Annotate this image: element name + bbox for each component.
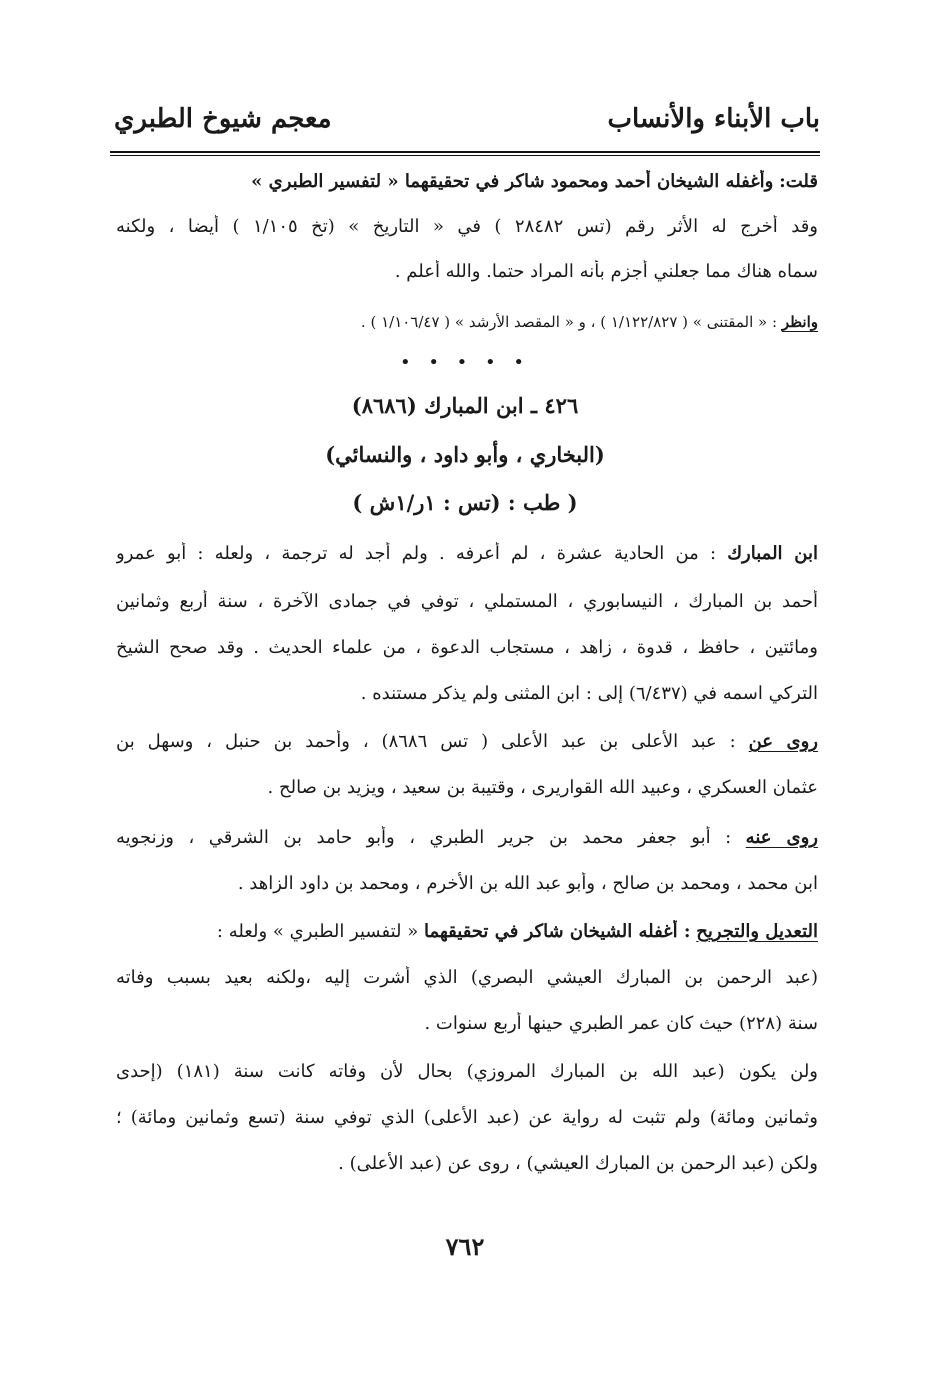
see-also-label: وانظر <box>781 313 818 331</box>
narrated-by-line-2: ابن محمد ، ومحمد بن صالح ، وأبو عبد الله بن الأخرم ، ومحمد بن داود الزاهد . <box>237 873 818 894</box>
see-also-text: : « المقتنى » ( ١/١٢٢/٨٢٧ ) ، و « المقصد الأرشد » ( ١/١٠٦/٤٧ ) . <box>360 313 778 331</box>
prev-entry-line-2: وقد أخرج له الأثر رقم (تس ٢٨٤٨٢ ) في « التاريخ » (تخ ١/١٠٥ ) أيضا ، ولكنه <box>116 216 818 237</box>
prev-entry-line-1 <box>116 170 818 194</box>
header-divider <box>110 151 820 156</box>
grading-line-1-rest: « لتفسير الطبري » ولعله : <box>216 921 419 942</box>
grading-label: التعديل والتجريح <box>696 921 818 942</box>
grading-line-3: سنة (٢٢٨) حيث كان عمر الطبري حينها أربع سنوات . <box>424 1013 818 1034</box>
bio-line-1-text: : من الحادية عشرة ، لم أعرفه . ولم أجد له ترجمة ، ولعله : أبو عمرو <box>116 543 717 564</box>
grading-line-1 <box>116 920 818 944</box>
bio-line-2: أحمد بن المبارك ، النيسابوري ، المستملي ، توفي في جمادى الآخرة ، سنة أربع وثمانين <box>116 591 818 612</box>
grading-line-4: ولن يكون (عبد الله بن المبارك المروزي) بحال لأن وفاته كانت سنة (١٨١) (إحدى <box>116 1061 818 1082</box>
narrated-by-label: روى عنه <box>745 827 818 848</box>
grading-line-1-bold: : أغفله الشيخان شاكر في تحقيقهما <box>423 921 691 942</box>
see-also-line <box>116 310 818 334</box>
page-number: ٧٦٢ <box>445 1232 485 1261</box>
prev-entry-line-1-text: وأغفله الشيخان أحمد ومحمود شاكر في تحقيقهما « لتفسير الطبري » <box>251 171 774 192</box>
narrated-from-label: روى عن <box>748 731 818 752</box>
narrated-from-line-2: عثمان العسكري ، وعبيد الله القواريرى ، وقتيبة بن سعيد ، ويزيد بن صالح . <box>267 777 818 798</box>
bio-line-3: ومائتين ، حافظ ، قدوة ، زاهد ، مستجاب الدعوة ، من علماء الحديث . وقد صحح الشيخ <box>116 637 818 658</box>
bio-label: ابن المبارك <box>727 543 818 564</box>
narrated-from-line-1 <box>116 730 818 754</box>
grading-line-6: ولكن (عبد الرحمن بن المبارك العيشي) ، روى عن (عبد الأعلى) . <box>338 1153 818 1174</box>
bio-line-1 <box>116 542 818 566</box>
entry-title: ٤٢٦ ـ ابن المبارك (٨٦٨٦) <box>351 393 579 418</box>
grading-line-2: (عبد الرحمن بن المبارك العيشي البصري) الذي أشرت إليه ،ولكنه بعيد بسبب وفاته <box>116 967 818 988</box>
entry-reference: ( طب : (تس : ١ر/١ش ) <box>352 490 578 515</box>
narrated-by-line-1-text: : أبو جعفر محمد بن جرير الطبري ، وأبو حامد بن الشرقي ، وزنجويه <box>116 827 732 848</box>
narrated-by-line-1 <box>116 826 818 850</box>
running-header-book-title: معجم شيوخ الطبري <box>114 104 332 134</box>
narrated-from-line-1-text: : عبد الأعلى بن عبد الأعلى ( تس ٨٦٨٦) ، وأحمد بن حنبل ، وسهل بن <box>116 731 736 752</box>
section-separator: • • • • • <box>400 352 530 373</box>
bio-line-4: التركي اسمه في (٦/٤٣٧) إلى : ابن المثنى ولم يذكر مستنده . <box>360 683 818 704</box>
prev-entry-line-3: سماه هناك مما جعلني أجزم بأنه المراد حتما. والله أعلم . <box>394 261 818 282</box>
grading-line-5: وثمانين ومائة) ولم تثبت له رواية عن (عبد الأعلى) الذي توفي سنة (تسع وثمانين ومائة) ؛ <box>116 1107 818 1128</box>
entry-sources: (البخاري ، وأبو داود ، والنسائي) <box>325 442 605 467</box>
qultu-label: قلت: <box>779 171 818 192</box>
running-header-chapter: باب الأبناء والأنساب <box>607 104 820 134</box>
